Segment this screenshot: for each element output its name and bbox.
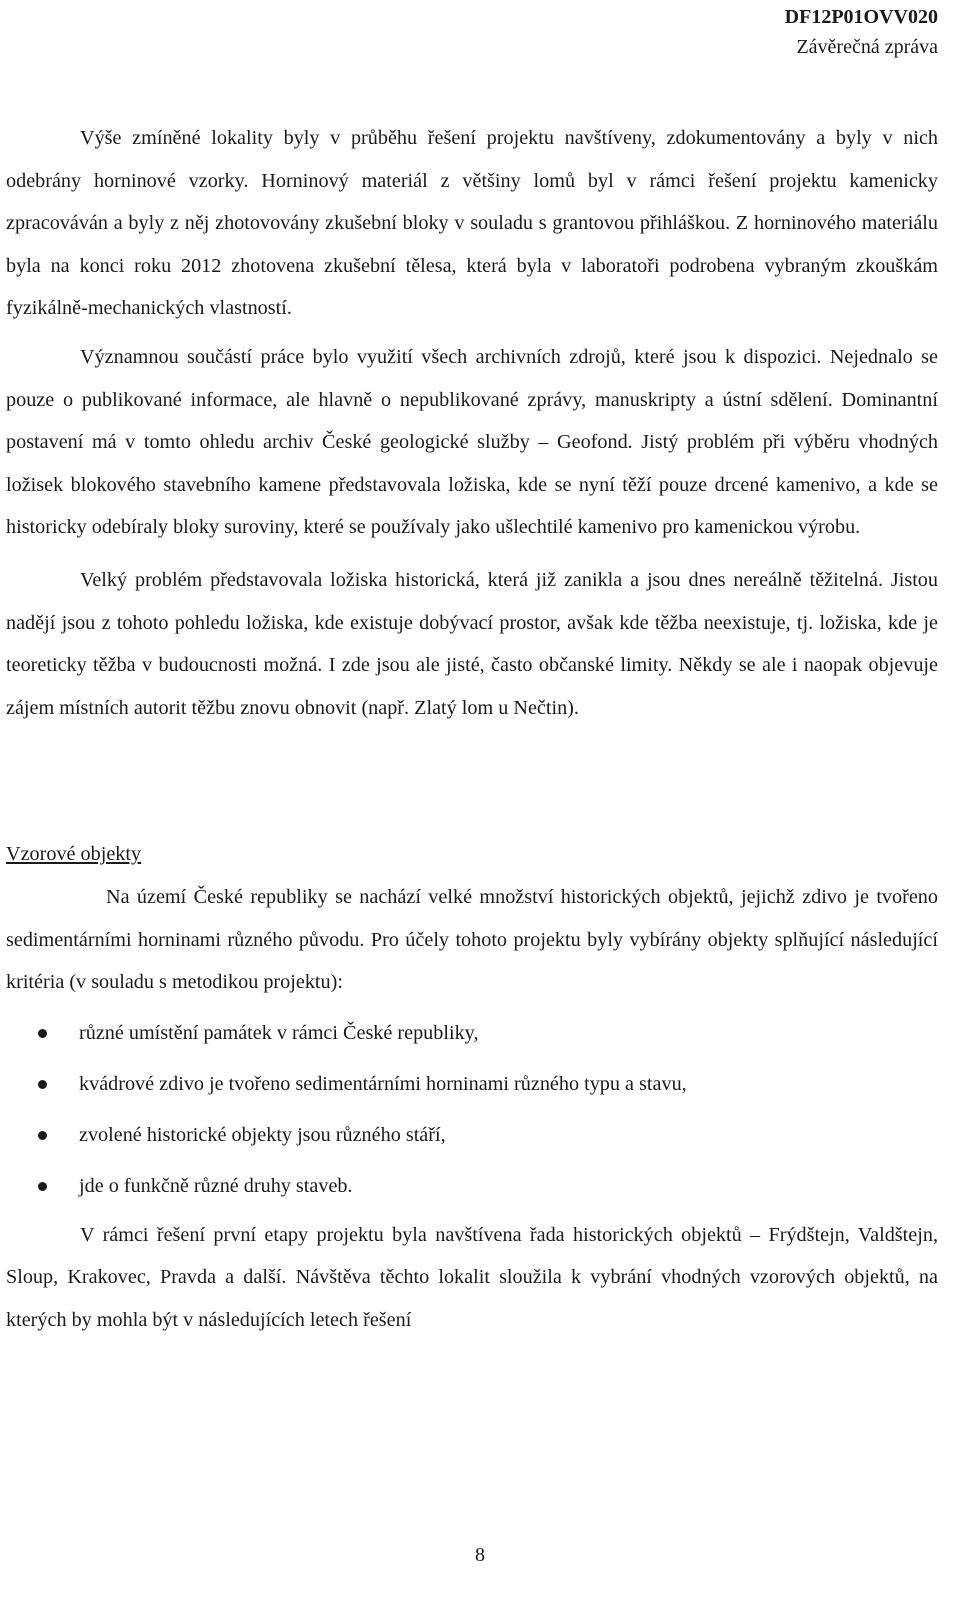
- paragraph-sites-visited: Výše zmíněné lokality byly v průběhu řešení projektu navštíveny, zdokumentovány a byly v nich odebrány horninové vzorky. Horninový materiál z většiny lomů byl v rámci řešení projektu kamenicky zpracováván a byly z něj zhotovovány zkušební bloky v souladu s grantovou přihláškou. Z horninového materiálu byla na konci roku 2012 zhotovena zkušební tělesa, která byla v laboratoři podrobena vybraným zkouškám fyzikálně-mechanických vlastností.: [6, 127, 938, 320]
- list-item-text: různé umístění památek v rámci České republiky,: [79, 1021, 479, 1044]
- list-item: [6, 1012, 938, 1063]
- section-heading: Vzorové objekty: [6, 843, 142, 866]
- list-item: [6, 1063, 938, 1114]
- page-header: [785, 2, 938, 62]
- paragraph-historic-deposits: Velký problém představovala ložiska historická, která již zanikla a jsou dnes nereálně těžitelná. Jistou nadějí jsou z tohoto pohledu ložiska, kde existuje dobývací prostor, avšak kde těžba neexistuje, tj. ložiska, kde je teoreticky těžba v budoucnosti možná. I zde jsou ale jisté, často občanské limity. Někdy se ale i naopak objevuje zájem místních autorit těžbu znovu obnovit (např. Zlatý lom u Nečtin).: [6, 568, 938, 719]
- document-id: DF12P01OVV020: [784, 6, 938, 28]
- list-item-text: kvádrové zdivo je tvořeno sedimentárními horninami různého typu a stavu,: [79, 1072, 687, 1095]
- document-body: [6, 117, 938, 1341]
- list-item: [6, 1114, 938, 1165]
- bullet-icon: [38, 1080, 47, 1089]
- list-item-text: zvolené historické objekty jsou různého stáří,: [79, 1123, 446, 1146]
- page-number: 8: [475, 1544, 485, 1566]
- list-item-text: jde o funkčně různé druhy staveb.: [79, 1174, 353, 1197]
- criteria-list: [6, 1012, 938, 1216]
- bullet-icon: [38, 1029, 47, 1038]
- paragraph-historic-objects: Na území České republiky se nachází velké množství historických objektů, jejichž zdivo je tvořeno sedimentárními horninami různého původu. Pro účely tohoto projektu byly vybírány objekty splňující následující kritéria (v souladu s metodikou projektu):: [6, 885, 938, 994]
- paragraph-archive-sources: Významnou součástí práce bylo využití všech archivních zdrojů, které jsou k dispozici. Nejednalo se pouze o publikované informace, ale hlavně o nepublikované zprávy, manuskripty a ústní sdělení. Dominantní postavení má v tomto ohledu archiv České geologické služby – Geofond. Jistý problém při výběru vhodných ložisek blokového stavebního kamene představovala ložiska, kde se nyní těží pouze drcené kamenivo, a kde se historicky odebíraly bloky suroviny, které se používaly jako ušlechtilé kamenivo pro kamenickou výrobu.: [6, 345, 938, 539]
- list-item: [6, 1165, 938, 1216]
- document-type: Závěrečná zpráva: [796, 36, 938, 58]
- bullet-icon: [38, 1182, 47, 1191]
- paragraph-first-stage: V rámci řešení první etapy projektu byla navštívena řada historických objektů – Frýdštejn, Valdštejn, Sloup, Krakovec, Pravda a další. Návštěva těchto lokalit sloužila k vybrání vhodných vzorových objektů, na kterých by mohla být v následujících letech řešení: [6, 1223, 938, 1331]
- bullet-icon: [38, 1131, 47, 1140]
